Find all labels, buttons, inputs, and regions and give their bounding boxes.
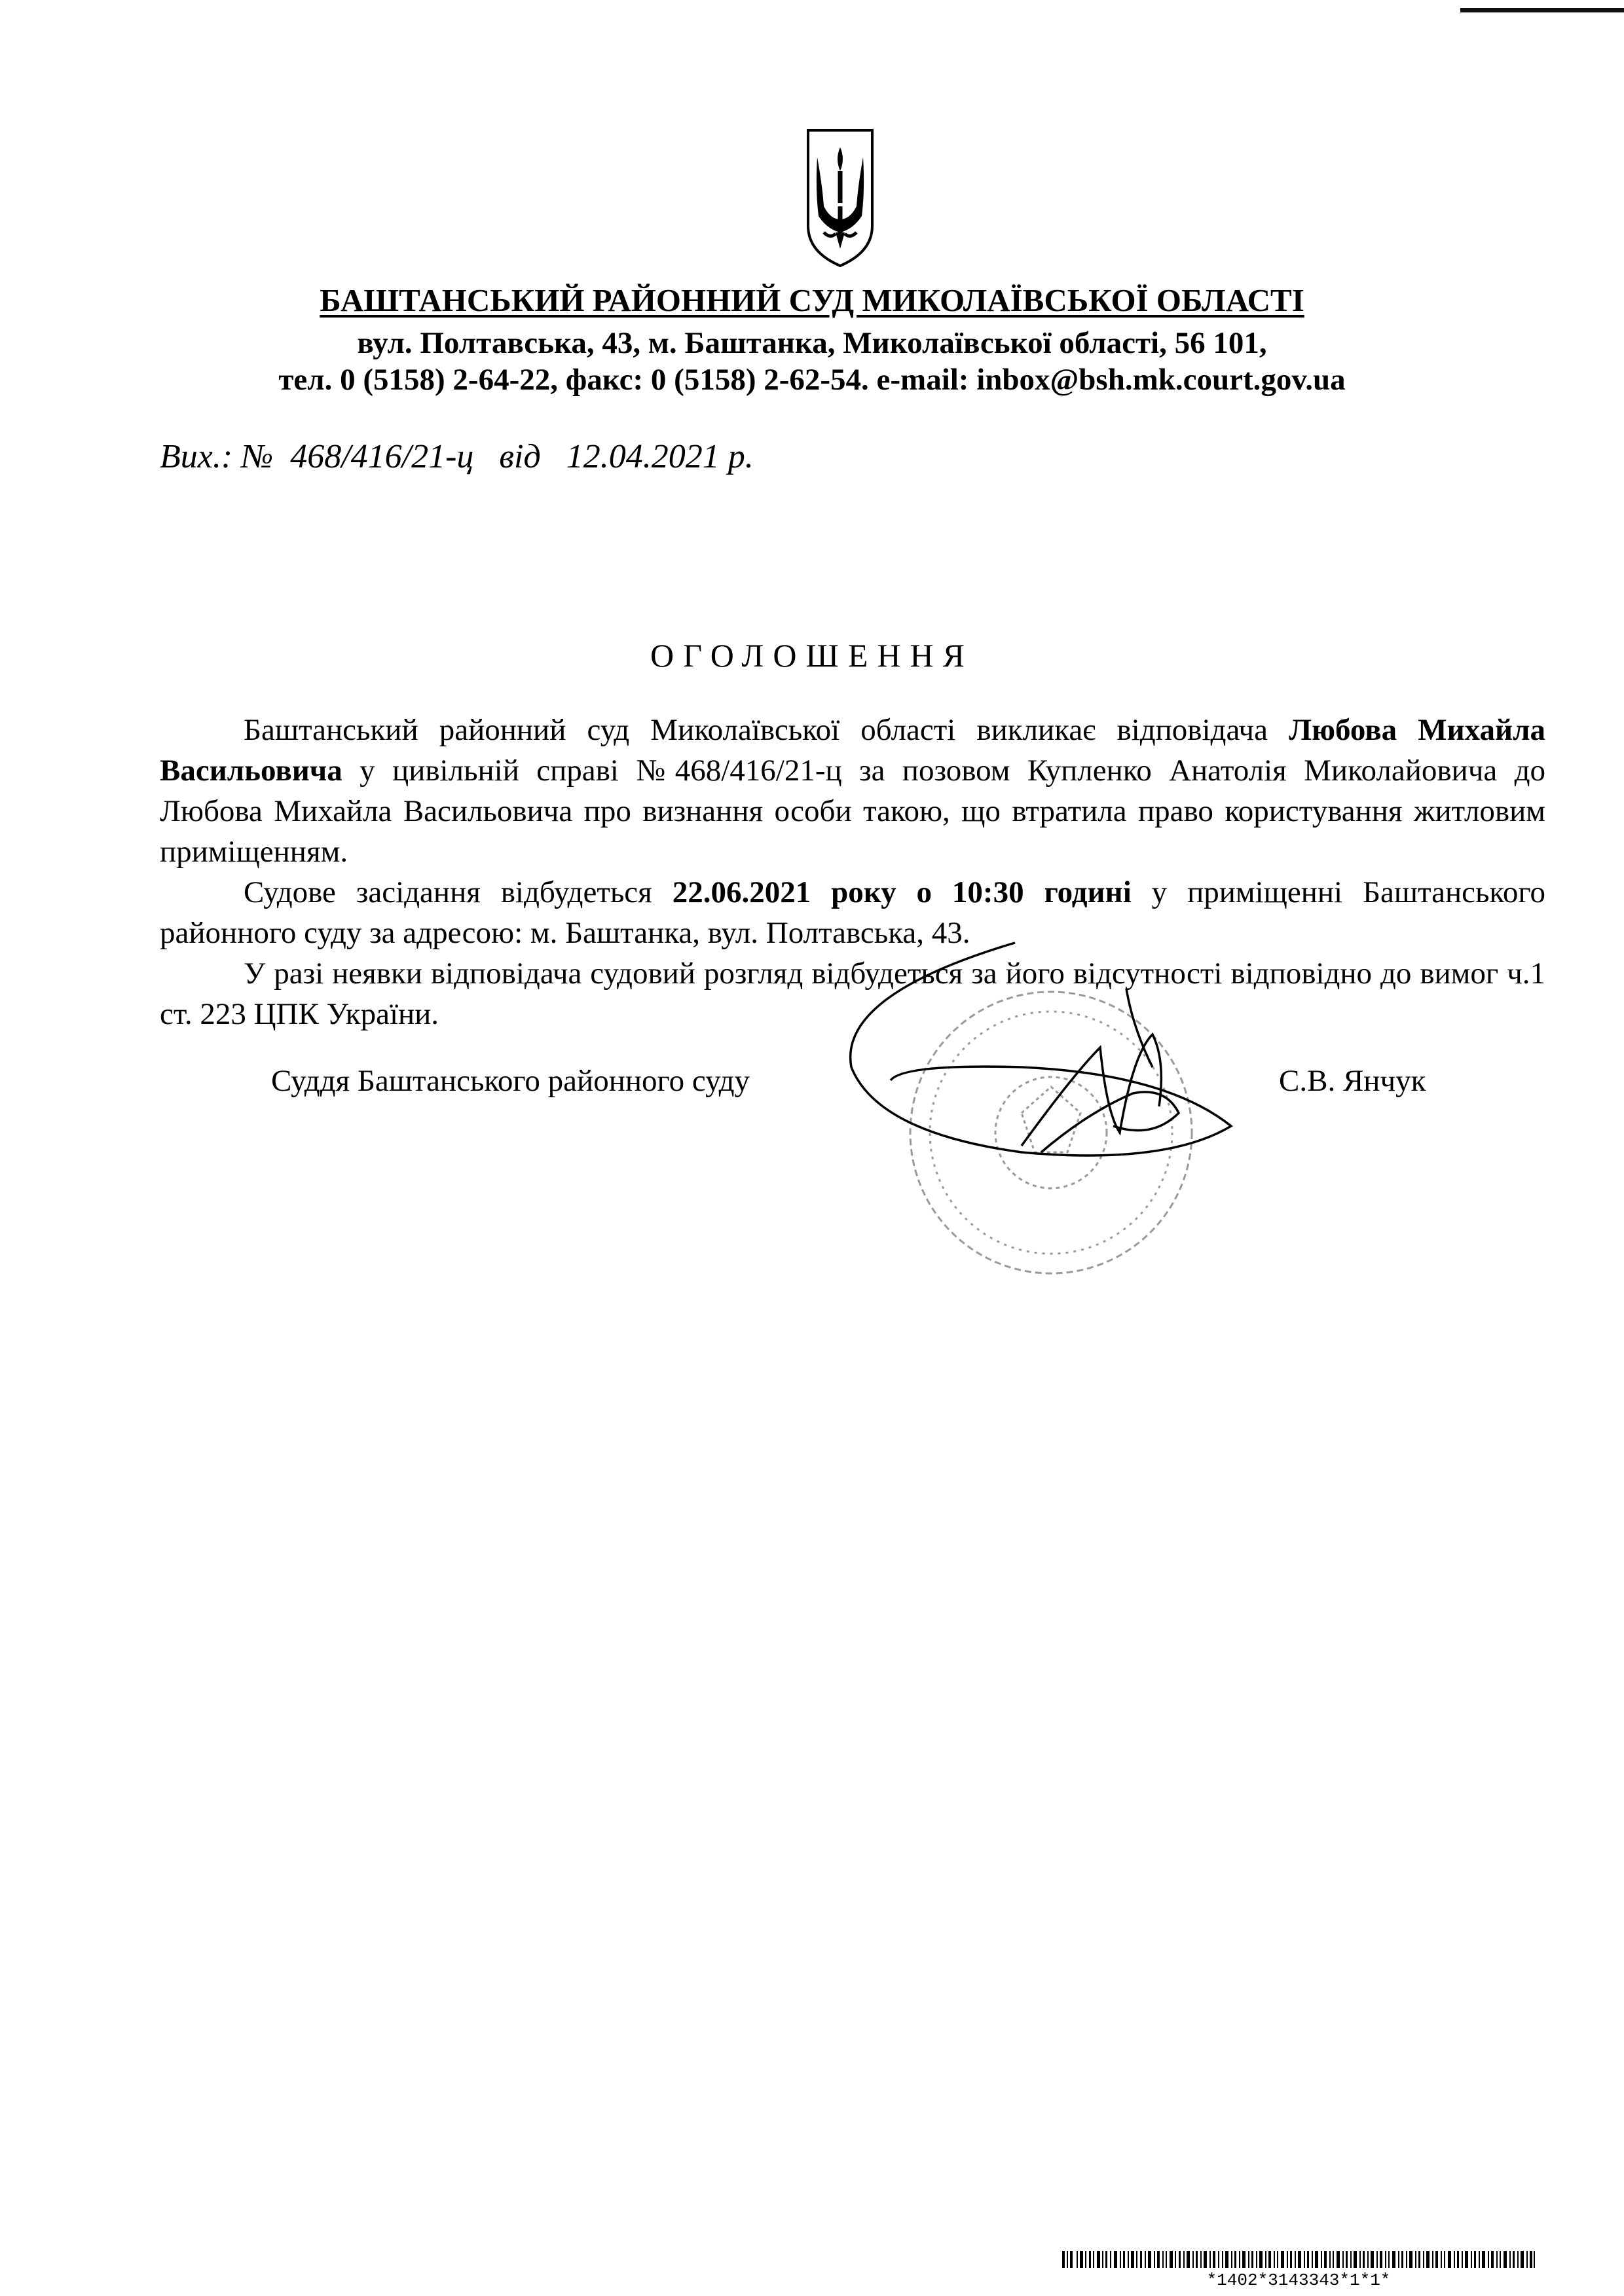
hearing-location: у приміщенні Баштанського районного суду за адресою: м. Баштанка, вул. Полтавська, 43. [160, 875, 1545, 950]
trident-emblem-icon [804, 128, 876, 268]
court-name: БАШТАНСЬКИЙ РАЙОННИЙ СУД МИКОЛАЇВСЬКОЇ ОБЛАСТІ [320, 282, 1304, 318]
scan-edge-mark [1460, 8, 1624, 12]
outgoing-from-label: від [499, 438, 541, 475]
judge-name: С.В. Янчук [1279, 1064, 1426, 1098]
outgoing-date: 12.04.2021 [566, 438, 720, 475]
outgoing-suffix: р. [728, 438, 754, 475]
outgoing-reference [160, 437, 754, 476]
paragraph-absence: У разі неявки відповідача судовий розгляд відбудеться за його відсутності відповідно до вимог ч.1 ст. 223 ЦПК України. [160, 957, 1545, 1031]
defendant-name: Любова Михайла Васильовича [160, 713, 1545, 788]
court-seal-icon [825, 917, 1297, 1283]
hearing-text: Судове засідання відбудеться [244, 875, 673, 909]
barcode-icon [1062, 2251, 1535, 2268]
court-contacts: тел. 0 (5158) 2-64-22, факс: 0 (5158) 2-62-54. e-mail: inbox@bsh.mk.court.gov.ua [278, 363, 1346, 397]
barcode-text: *1402*3143343*1*1* [1206, 2270, 1391, 2290]
hearing-datetime: 22.06.2021 року о 10:30 годині [672, 875, 1132, 909]
outgoing-label: Вих.: № [160, 438, 274, 475]
judge-title: Суддя Баштанського районного суду [271, 1064, 750, 1098]
handwritten-signature-icon [851, 943, 1231, 1156]
outgoing-number: 468/416/21-ц [290, 438, 474, 475]
case-text: у цивільній справі №468/416/21-ц за позовом Купленко Анатолія Миколайовича до Любова Михайла Васильовича про визнання особи такою, що втратила право користування житловим приміщенням. [160, 754, 1545, 869]
paragraph-summons [160, 710, 1545, 872]
announcement-heading: ОГОЛОШЕННЯ [650, 637, 974, 674]
summons-text: Баштанський районний суд Миколаївської області викликає відповідача [244, 713, 1289, 747]
court-address: вул. Полтавська, 43, м. Баштанка, Миколаївської області, 56 101, [357, 326, 1267, 360]
